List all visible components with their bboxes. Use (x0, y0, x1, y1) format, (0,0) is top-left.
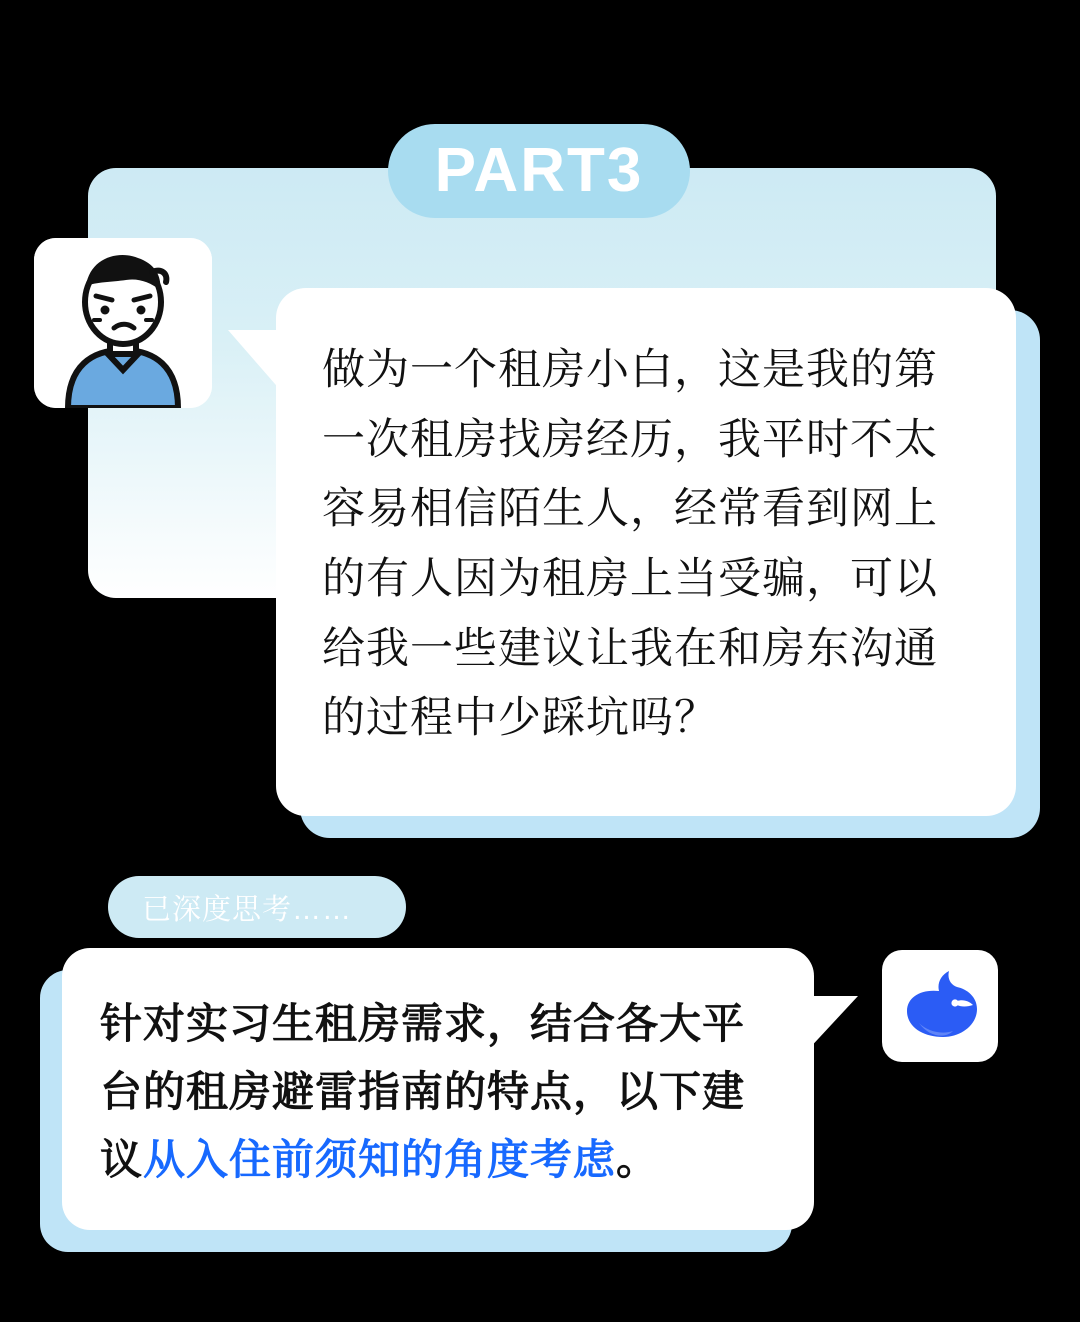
user-avatar-illustration (34, 238, 212, 408)
bot-bubble-tail (806, 996, 858, 1052)
bot-message-part-1: 针对实习生租房需求，结合各大平台的租房避雷指南的特点，以下建议 (100, 1000, 746, 1184)
bot-logo (882, 950, 998, 1062)
part-badge-label: PART3 (434, 136, 644, 205)
bot-message-text (100, 990, 780, 1194)
user-bubble-tail (228, 330, 282, 392)
avatar (34, 238, 212, 408)
user-message-bubble (276, 288, 1016, 816)
bot-message-bubble (62, 948, 814, 1230)
thinking-status-chip (108, 876, 406, 938)
thinking-status-label: 已深度思考…… (142, 893, 353, 926)
part-badge (388, 124, 690, 218)
whale-logo-icon (897, 967, 983, 1045)
user-message-text: 做为一个租房小白，这是我的第一次租房找房经历，我平时不太容易相信陌生人，经常看到网上的有人因为租房上当受骗，可以给我一些建议让我在和房东沟通的过程中少踩坑吗？ (322, 346, 938, 743)
bot-message-highlight: 从入住前须知的角度考虑 (143, 1136, 617, 1184)
bot-message-part-2: 。 (616, 1136, 660, 1184)
